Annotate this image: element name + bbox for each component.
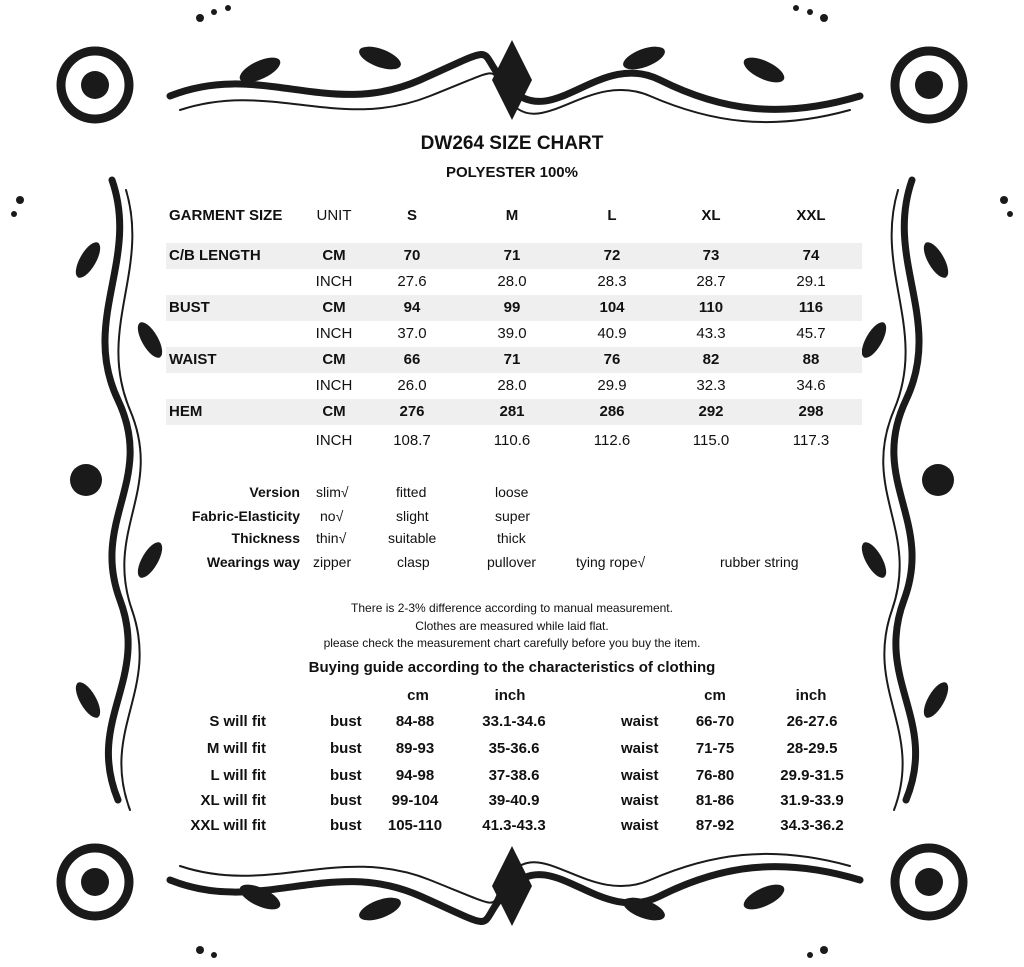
cell-l: 104 [599, 299, 625, 316]
cell-l: 76 [603, 351, 621, 368]
cell-xl: 82 [702, 351, 720, 368]
attr-wearing-label: Wearings way [206, 554, 300, 570]
cell-xxl: 116 [798, 299, 824, 316]
guide-bust-inch: 37-38.6 [488, 767, 540, 784]
cell-xl: 110 [698, 299, 724, 316]
fabric-composition: POLYESTER 100% [445, 164, 578, 181]
guide-bust-label: bust [330, 767, 362, 784]
table-row [166, 295, 862, 321]
guide-size: XXL will fit [190, 817, 266, 834]
table-row [166, 321, 862, 347]
guide-waist-inch: 26-27.6 [786, 713, 838, 730]
header-garment-size: GARMENT SIZE [169, 207, 283, 224]
guide-waist-inch: 28-29.5 [786, 740, 838, 757]
header-size-m: M [505, 207, 519, 224]
cell-l: 286 [599, 403, 625, 420]
cell-m: 28.0 [497, 273, 527, 290]
note-check-chart: please check the measurement chart carefully before you buy the item. [323, 636, 701, 650]
row-unit: INCH [315, 377, 353, 394]
guide-waist-cm: 66-70 [695, 713, 735, 730]
cell-l: 40.9 [597, 325, 627, 342]
cell-xl: 115.0 [692, 432, 730, 449]
guide-bust-inch: 35-36.6 [488, 740, 540, 757]
row-label: HEM [169, 403, 203, 420]
guide-waist-cm: 76-80 [695, 767, 735, 784]
row-unit: CM [322, 403, 346, 420]
attr-option: suitable [388, 530, 437, 546]
guide-bust-inch: 41.3-43.3 [482, 817, 546, 834]
attr-version-label: Version [249, 484, 300, 500]
guide-waist-inch: 31.9-33.9 [780, 792, 844, 809]
guide-waist-inch: 29.9-31.5 [780, 767, 844, 784]
attr-option: zipper [313, 554, 352, 570]
guide-size: L will fit [210, 767, 266, 784]
cell-s: 37.0 [397, 325, 427, 342]
cell-s: 26.0 [397, 377, 427, 394]
row-unit: INCH [315, 325, 353, 342]
header-size-l: L [607, 207, 617, 224]
cell-xl: 32.3 [696, 377, 726, 394]
row-label: BUST [169, 299, 210, 316]
note-difference: There is 2-3% difference according to manual measurement. [351, 601, 673, 615]
attr-option: thin√ [316, 530, 347, 546]
page-title: DW264 SIZE CHART [420, 133, 604, 154]
guide-bust-label: bust [330, 713, 362, 730]
cell-xxl: 45.7 [796, 325, 826, 342]
cell-xxl: 298 [798, 403, 824, 420]
guide-unit-inch: inch [795, 687, 827, 704]
guide-bust-inch: 39-40.9 [488, 792, 540, 809]
guide-bust-cm: 84-88 [395, 713, 435, 730]
guide-unit-cm: cm [704, 687, 726, 704]
cell-s: 27.6 [397, 273, 427, 290]
cell-s: 70 [403, 247, 421, 264]
guide-bust-label: bust [330, 740, 362, 757]
cell-l: 29.9 [597, 377, 627, 394]
cell-xxl: 74 [802, 247, 820, 264]
guide-waist-cm: 87-92 [695, 817, 735, 834]
attr-option: rubber string [720, 554, 799, 570]
cell-s: 108.7 [393, 432, 431, 449]
table-row [166, 347, 862, 373]
cell-s: 66 [403, 351, 421, 368]
guide-bust-inch: 33.1-34.6 [482, 713, 546, 730]
attr-thickness-label: Thickness [231, 530, 300, 546]
cell-l: 112.6 [593, 432, 631, 449]
attr-option: no√ [320, 508, 344, 524]
guide-waist-label: waist [621, 817, 659, 834]
attr-option: loose [495, 484, 529, 500]
cell-xl: 73 [702, 247, 720, 264]
cell-m: 99 [503, 299, 521, 316]
row-unit: INCH [315, 432, 353, 449]
guide-bust-cm: 105-110 [387, 817, 443, 834]
guide-waist-label: waist [621, 740, 659, 757]
row-unit: CM [322, 351, 346, 368]
table-row [166, 428, 862, 454]
table-row [166, 243, 862, 269]
guide-waist-cm: 71-75 [695, 740, 735, 757]
guide-bust-cm: 89-93 [395, 740, 435, 757]
buying-guide-title: Buying guide according to the characteristics of clothing [308, 659, 716, 676]
guide-size: M will fit [206, 740, 266, 757]
table-row [166, 373, 862, 399]
cell-xl: 28.7 [696, 273, 726, 290]
attr-option: clasp [397, 554, 430, 570]
cell-m: 71 [503, 247, 521, 264]
attr-elasticity-label: Fabric-Elasticity [191, 508, 300, 524]
row-unit: INCH [315, 273, 353, 290]
guide-waist-label: waist [621, 792, 659, 809]
header-size-xxl: XXL [796, 207, 826, 224]
cell-s: 94 [403, 299, 421, 316]
guide-size: S will fit [209, 713, 266, 730]
guide-bust-cm: 94-98 [395, 767, 435, 784]
table-header-row [166, 203, 862, 229]
cell-xl: 43.3 [696, 325, 726, 342]
attr-option: pullover [487, 554, 537, 570]
cell-xxl: 34.6 [796, 377, 826, 394]
cell-xxl: 117.3 [792, 432, 830, 449]
row-label: WAIST [169, 351, 217, 368]
cell-m: 281 [499, 403, 525, 420]
row-label: C/B LENGTH [169, 247, 261, 264]
header-unit: UNIT [316, 207, 352, 224]
guide-waist-label: waist [621, 767, 659, 784]
guide-unit-cm: cm [407, 687, 429, 704]
header-size-xl: XL [701, 207, 721, 224]
cell-m: 71 [503, 351, 521, 368]
attr-option: fitted [396, 484, 427, 500]
cell-xxl: 29.1 [796, 273, 826, 290]
row-unit: CM [322, 247, 346, 264]
header-size-s: S [406, 207, 417, 224]
guide-waist-cm: 81-86 [695, 792, 735, 809]
guide-bust-label: bust [330, 817, 362, 834]
attr-option: tying rope√ [576, 554, 646, 570]
cell-xl: 292 [698, 403, 724, 420]
table-row [166, 269, 862, 295]
attr-option: super [495, 508, 531, 524]
cell-m: 39.0 [497, 325, 527, 342]
attr-option: slim√ [316, 484, 349, 500]
table-row [166, 399, 862, 425]
cell-xxl: 88 [802, 351, 820, 368]
row-unit: CM [322, 299, 346, 316]
guide-size: XL will fit [200, 792, 266, 809]
guide-waist-inch: 34.3-36.2 [780, 817, 844, 834]
attr-option: slight [396, 508, 429, 524]
attr-option: thick [497, 530, 526, 546]
guide-waist-label: waist [621, 713, 659, 730]
guide-bust-cm: 99-104 [391, 792, 439, 809]
guide-bust-label: bust [330, 792, 362, 809]
cell-s: 276 [399, 403, 425, 420]
cell-l: 72 [603, 247, 621, 264]
note-laid-flat: Clothes are measured while laid flat. [415, 619, 609, 633]
cell-m: 28.0 [497, 377, 527, 394]
guide-unit-inch: inch [494, 687, 526, 704]
cell-m: 110.6 [493, 432, 531, 449]
cell-l: 28.3 [597, 273, 627, 290]
